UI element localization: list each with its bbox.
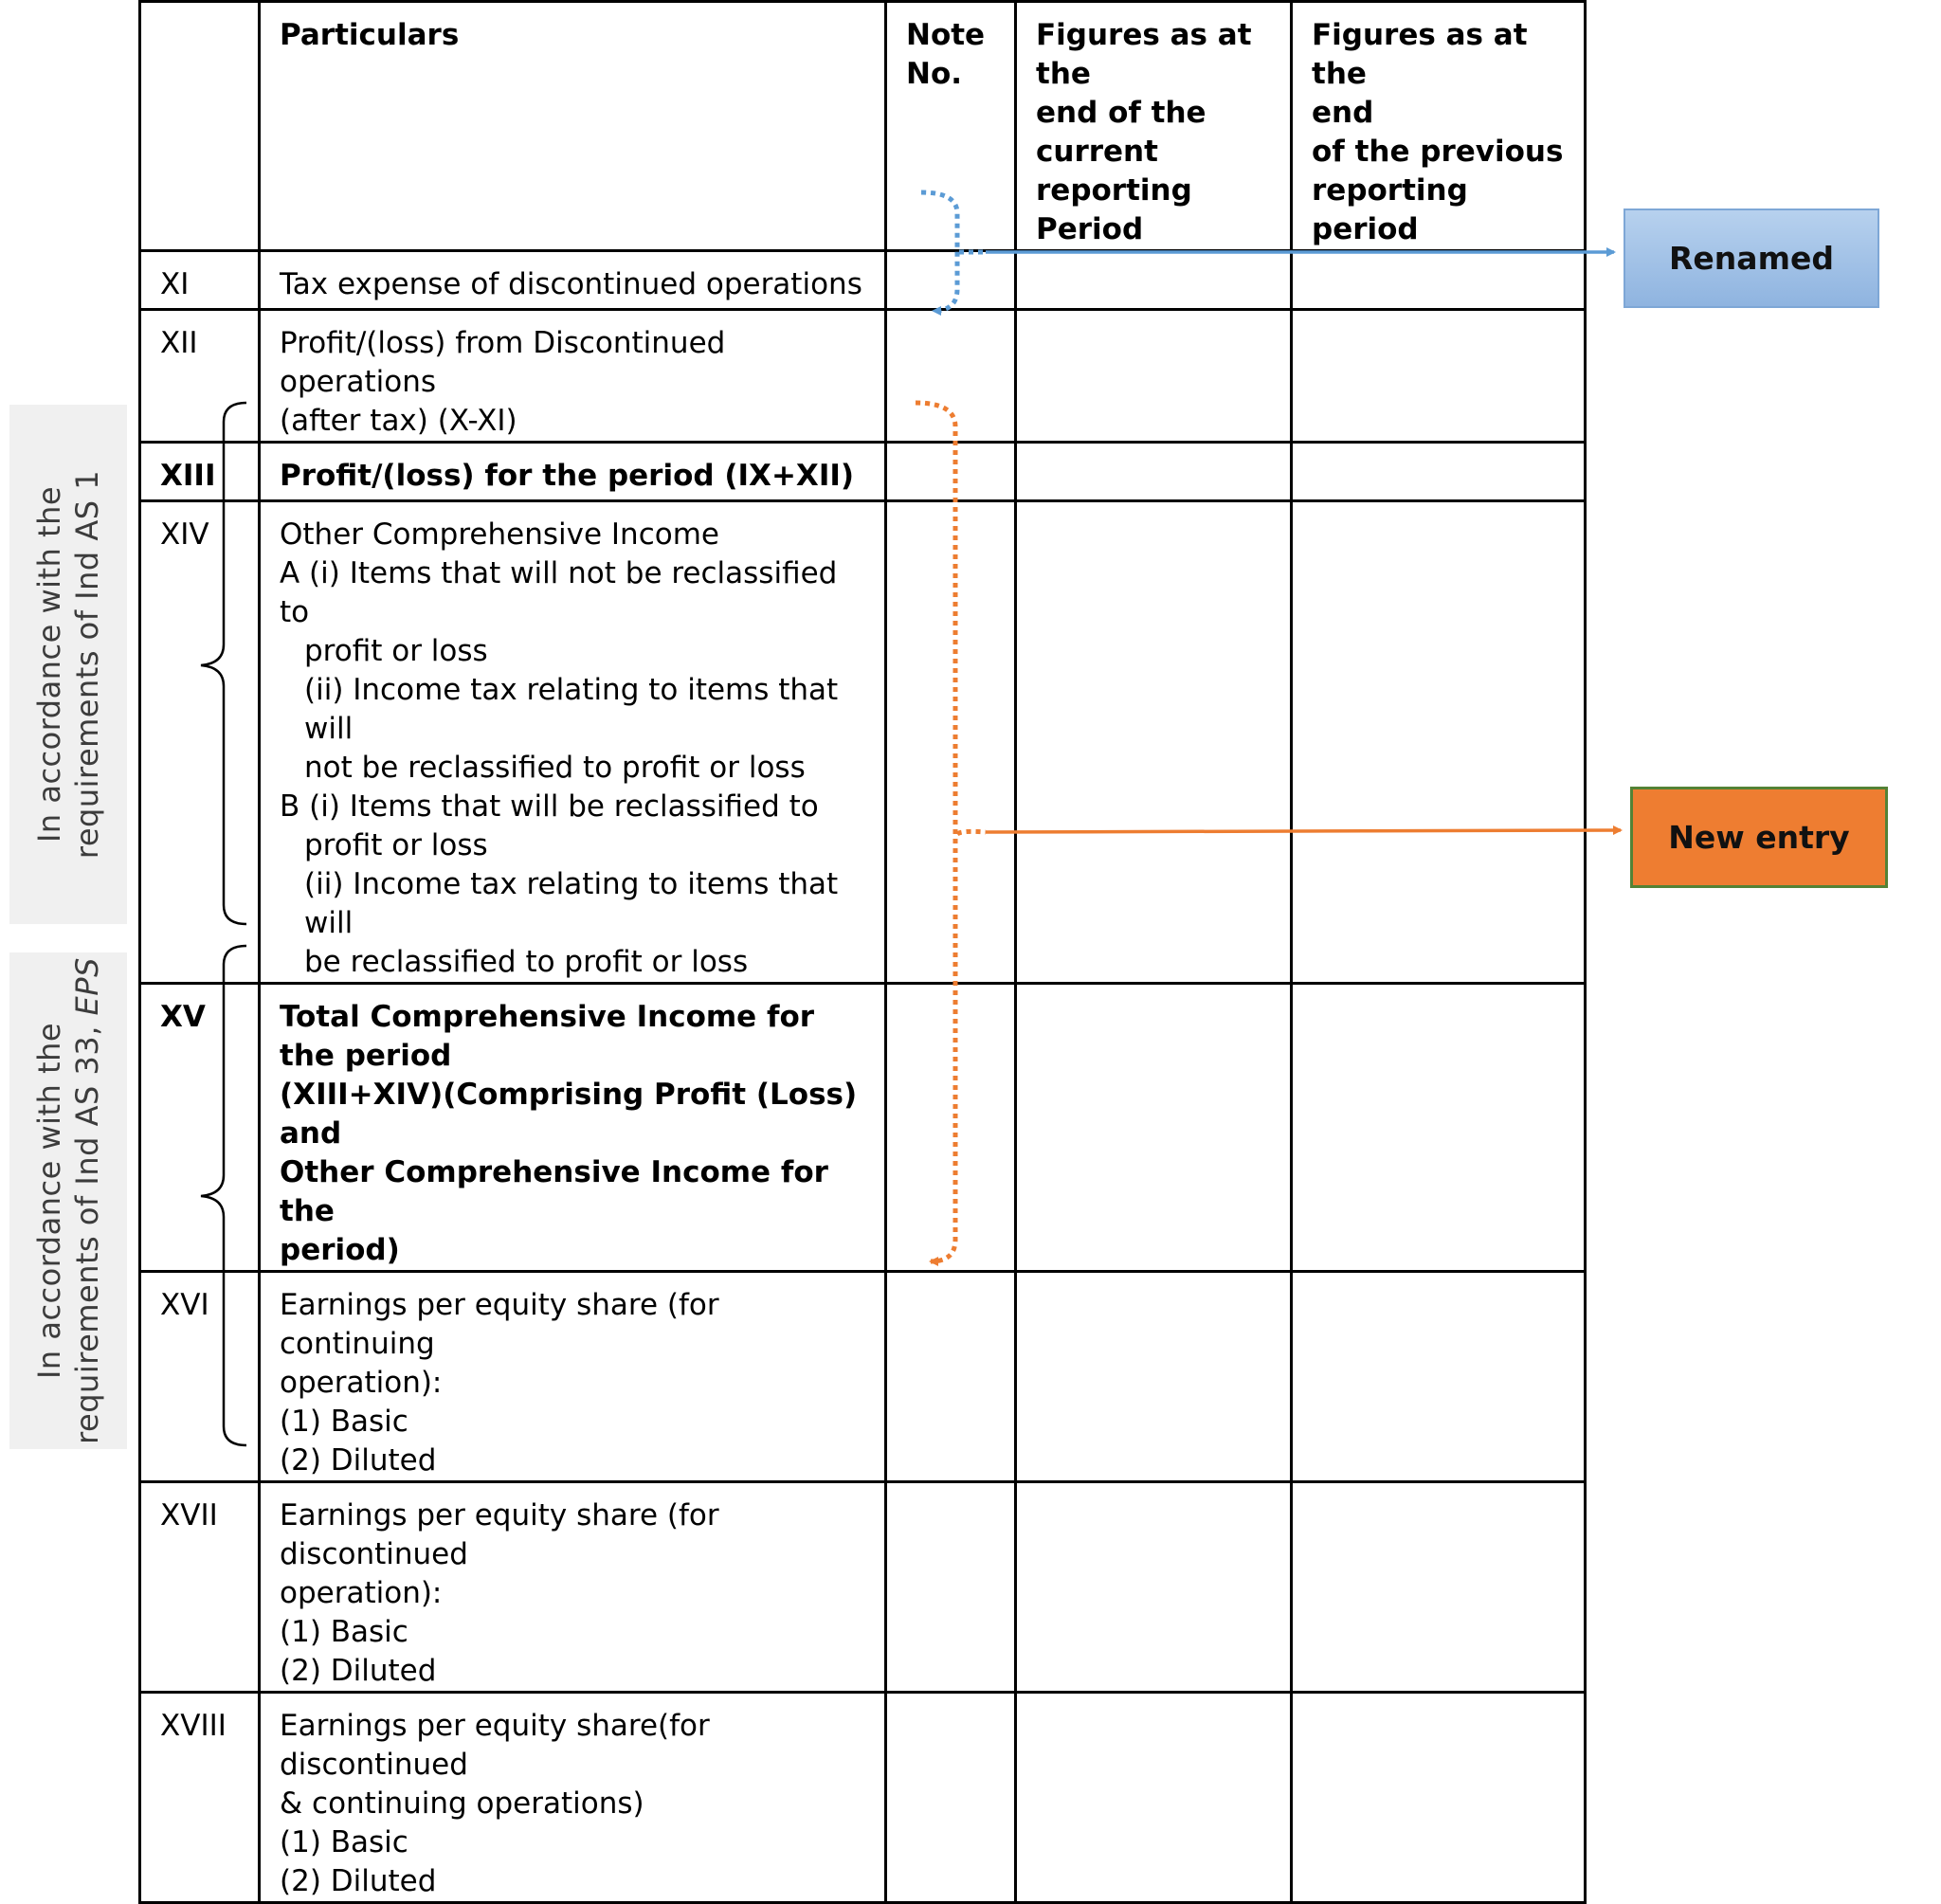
particulars-line: & continuing operations): [280, 1786, 644, 1821]
side-label-ind-as-33-prefix: requirements of Ind AS 33,: [69, 1015, 105, 1444]
side-annotation-ind-as-33: [9, 952, 127, 1449]
particulars-line: (2) Diluted: [280, 1443, 437, 1478]
new-entry-callout: New entry: [1630, 787, 1888, 888]
row-previous-cell: [1292, 984, 1586, 1272]
particulars-line: not be reclassified to profit or loss: [304, 751, 806, 785]
table-row: [140, 1272, 1586, 1482]
row-previous-cell: [1292, 251, 1586, 310]
row-particulars: [260, 443, 886, 501]
side-label-ind-as-33-line-1: In accordance with the: [31, 1022, 67, 1380]
row-note-cell: [886, 1693, 1016, 1903]
row-number: XIV: [140, 501, 260, 984]
row-previous-cell: [1292, 310, 1586, 443]
header-row: [140, 2, 1586, 251]
particulars-line: (2) Diluted: [280, 1654, 437, 1688]
renamed-callout: Renamed: [1624, 209, 1879, 308]
particulars-line: (ii) Income tax relating to items that will: [304, 867, 839, 940]
particulars-line: Profit/(loss) from Discontinued operations: [280, 326, 726, 399]
row-note-cell: [886, 501, 1016, 984]
row-particulars: [260, 501, 886, 984]
header-previous-period: [1292, 2, 1586, 251]
row-current-cell: [1016, 310, 1292, 443]
particulars-line: period): [280, 1233, 400, 1267]
row-particulars: [260, 1482, 886, 1693]
row-number: XVI: [140, 1272, 260, 1482]
particulars-line: (XIII+XIV)(Comprising Profit (Loss) and: [280, 1078, 858, 1151]
particulars-line: (1) Basic: [280, 1825, 408, 1859]
particulars-line: Profit/(loss) for the period (IX+XII): [280, 459, 855, 493]
table-row: [140, 310, 1586, 443]
row-number: XVIII: [140, 1693, 260, 1903]
row-previous-cell: [1292, 443, 1586, 501]
header-previous-line-1: Figures as at the: [1312, 18, 1528, 91]
row-note-cell: [886, 1272, 1016, 1482]
header-current-line-1: Figures as at the: [1036, 18, 1252, 91]
row-current-cell: [1016, 1272, 1292, 1482]
table-row: [140, 501, 1586, 984]
header-note-line-1: Note: [906, 18, 986, 52]
table-row: [140, 443, 1586, 501]
particulars-line: profit or loss: [304, 828, 488, 862]
particulars-line: (ii) Income tax relating to items that will: [304, 673, 839, 746]
header-note: [886, 2, 1016, 251]
particulars-line: be reclassified to profit or loss: [304, 945, 749, 979]
side-label-ind-as-33-line-2: [68, 957, 106, 1444]
row-particulars: [260, 1693, 886, 1903]
side-label-eps: EPS: [69, 957, 105, 1016]
row-particulars: [260, 251, 886, 310]
particulars-line: profit or loss: [304, 634, 488, 668]
table-row: [140, 251, 1586, 310]
row-current-cell: [1016, 443, 1292, 501]
row-particulars: [260, 984, 886, 1272]
row-particulars: [260, 310, 886, 443]
particulars-line: Earnings per equity share(for discontinued: [280, 1709, 710, 1782]
row-number: XII: [140, 310, 260, 443]
particulars-line: (after tax) (X-XI): [280, 404, 517, 438]
particulars-line: B (i) Items that will be reclassified to: [280, 789, 819, 824]
particulars-line: Earnings per equity share (for continuing: [280, 1288, 719, 1361]
row-note-cell: [886, 443, 1016, 501]
header-previous-line-2: end: [1312, 96, 1374, 130]
particulars-line: Total Comprehensive Income for the period: [280, 1000, 815, 1073]
particulars-line: Other Comprehensive Income for the: [280, 1155, 828, 1228]
particulars-line: (1) Basic: [280, 1405, 408, 1439]
particulars-line: Other Comprehensive Income: [280, 517, 719, 552]
row-number: XV: [140, 984, 260, 1272]
particulars-line: operation):: [280, 1576, 443, 1610]
side-label-ind-as-33: [30, 957, 106, 1444]
row-previous-cell: [1292, 1272, 1586, 1482]
row-current-cell: [1016, 984, 1292, 1272]
header-current-line-4: Period: [1036, 212, 1144, 246]
particulars-line: operation):: [280, 1366, 443, 1400]
header-number: [140, 2, 260, 251]
table-row: [140, 984, 1586, 1272]
row-current-cell: [1016, 1482, 1292, 1693]
side-label-ind-as-1: [30, 470, 106, 859]
header-particulars: Particulars: [260, 2, 886, 251]
side-annotation-ind-as-1: [9, 405, 127, 924]
side-label-ind-as-1-line-2: requirements of Ind AS 1: [69, 469, 105, 860]
row-current-cell: [1016, 251, 1292, 310]
row-current-cell: [1016, 501, 1292, 984]
row-number: XIII: [140, 443, 260, 501]
particulars-line: Tax expense of discontinued operations: [280, 267, 862, 301]
table-row: [140, 1482, 1586, 1693]
row-note-cell: [886, 310, 1016, 443]
header-previous-line-3: of the previous: [1312, 135, 1564, 169]
row-previous-cell: [1292, 1693, 1586, 1903]
row-previous-cell: [1292, 501, 1586, 984]
particulars-line: A (i) Items that will not be reclassified to: [280, 556, 838, 629]
particulars-line: (1) Basic: [280, 1615, 408, 1649]
row-note-cell: [886, 984, 1016, 1272]
particulars-line: Earnings per equity share (for discontinued: [280, 1498, 719, 1571]
header-current-period: [1016, 2, 1292, 251]
row-note-cell: [886, 1482, 1016, 1693]
particulars-line: (2) Diluted: [280, 1864, 437, 1898]
header-current-line-3: current reporting: [1036, 135, 1192, 208]
header-previous-line-4: reporting period: [1312, 173, 1468, 246]
row-particulars: [260, 1272, 886, 1482]
header-current-line-2: end of the: [1036, 96, 1206, 130]
row-previous-cell: [1292, 1482, 1586, 1693]
header-note-line-2: No.: [906, 57, 963, 91]
statement-table: [138, 0, 1587, 1904]
row-number: XVII: [140, 1482, 260, 1693]
row-current-cell: [1016, 1693, 1292, 1903]
side-label-ind-as-1-line-1: In accordance with the: [31, 485, 67, 843]
table-row: [140, 1693, 1586, 1903]
row-note-cell: [886, 251, 1016, 310]
row-number: XI: [140, 251, 260, 310]
